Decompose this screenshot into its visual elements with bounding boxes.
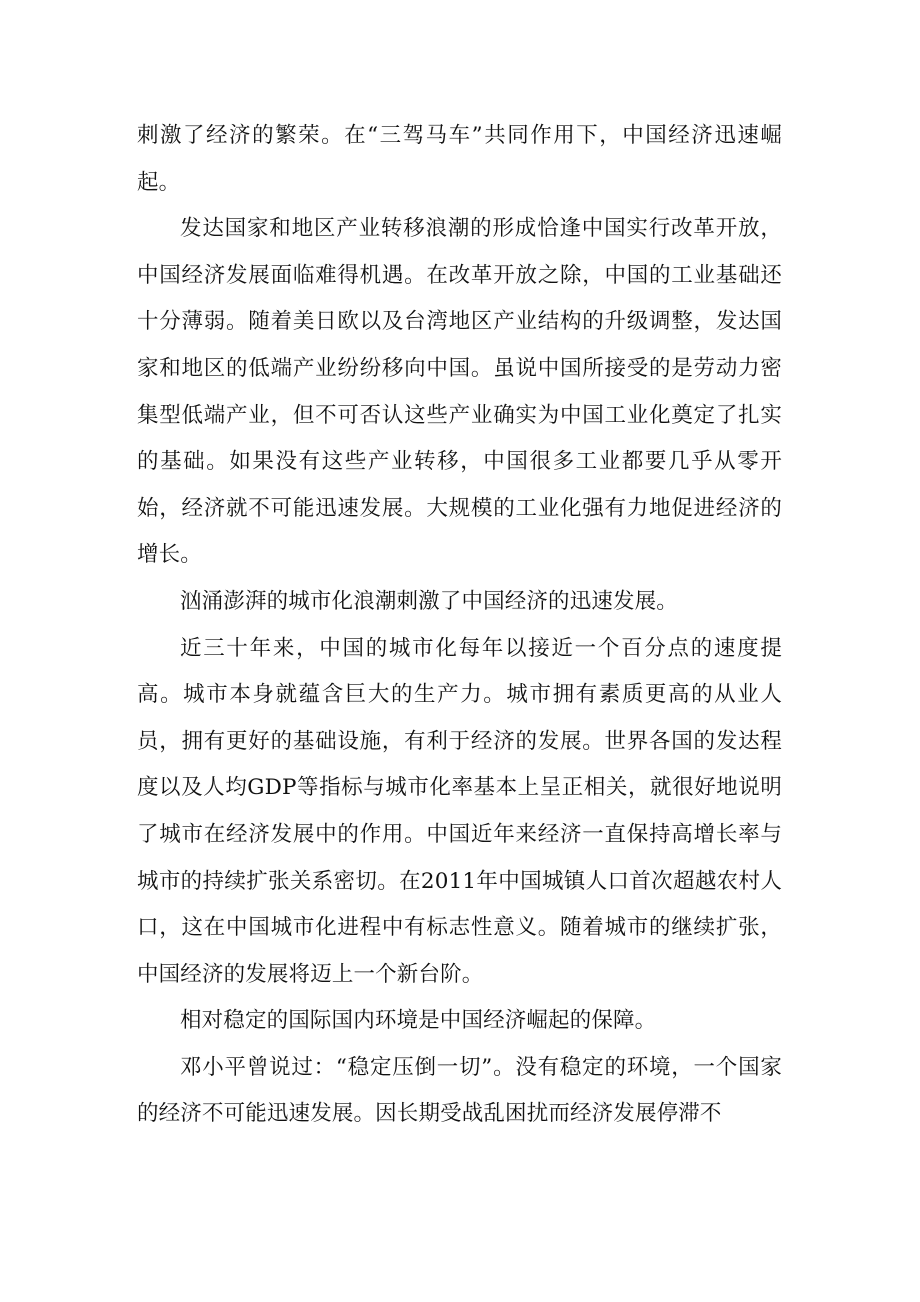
paragraph-stability-heading: 相对稳定的国际国内环境是中国经济崛起的保障。 — [180, 1008, 657, 1034]
paragraph-urbanization-heading: 汹涌澎湃的城市化浪潮刺激了中国经济的迅速发展。 — [180, 588, 678, 614]
document-body — [137, 113, 782, 1138]
paragraph-stability: 邓小平曾说过：“稳定压倒一切”。没有稳定的环境，一个国家的经济不可能迅速发展。因长期受战乱困扰而经济发展停滞不 — [137, 1054, 782, 1127]
paragraph-industrial-transfer: 发达国家和地区产业转移浪潮的形成恰逢中国实行改革开放，中国经济发展面临难得机遇。在改革开放之除，中国的工业基础还十分薄弱。随着美日欧以及台湾地区产业结构的升级调整，发达国家和地区的低端产业纷纷移向中国。虽说中国所接受的是劳动力密集型低端产业，但不可否认这些产业确实为中国工业化奠定了扎实的基础。如果没有这些产业转移，中国很多工业都要几乎从零开始，经济就不可能迅速发展。大规模的工业化强有力地促进经济的增长。 — [137, 216, 782, 568]
paragraph-continuation: 刺激了经济的繁荣。在“三驾马车”共同作用下，中国经济迅速崛起。 — [137, 123, 782, 195]
paragraph-urbanization: 近三十年来，中国的城市化每年以接近一个百分点的速度提高。城市本身就蕴含巨大的生产力。城市拥有素质更高的从业人员，拥有更好的基础设施，有利于经济的发展。世界各国的发达程度以及人均GDP等指标与城市化率基本上呈正相关，就很好地说明了城市在经济发展中的作用。中国近年来经济一直保持高增长率与城市的持续扩张关系密切。在2011年中国城镇人口首次超越农村人口，这在中国城市化进程中有标志性意义。随着城市的继续扩张，中国经济的发展将迈上一个新台阶。 — [137, 635, 782, 987]
